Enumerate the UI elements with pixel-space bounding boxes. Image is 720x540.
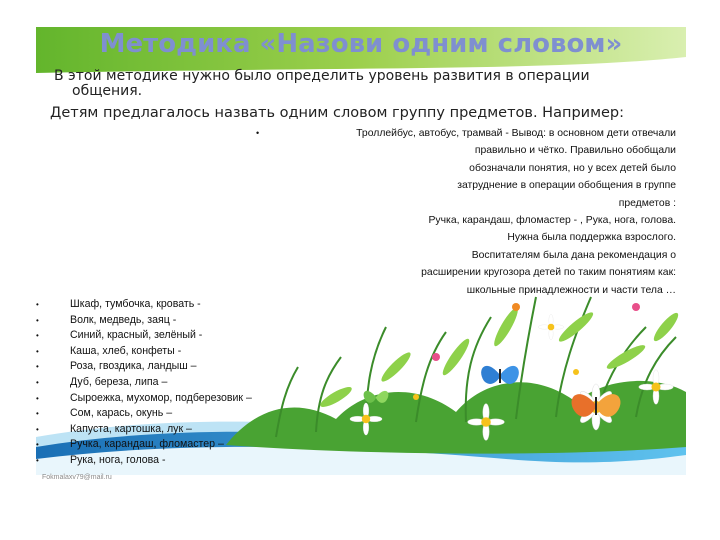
intro-line-3: Детям предлагалось назвать одним словом группу предметов. Например: xyxy=(50,105,625,121)
conclusion-line: Нужна была поддержка взрослого. xyxy=(507,232,676,244)
bullet-dot-icon: • xyxy=(36,377,39,387)
bullet-dot-icon: • xyxy=(36,362,39,372)
slide xyxy=(36,27,686,475)
bullet-dot-icon: • xyxy=(256,128,260,138)
bullet-dot-icon: • xyxy=(36,424,39,434)
bullet-dot-icon: • xyxy=(36,409,39,419)
butterfly-blue xyxy=(481,366,519,384)
conclusion-line: расширении кругозора детей по таким понятиям как: xyxy=(421,267,676,279)
footer-email: Fokmalaxv79@mail.ru xyxy=(42,474,112,481)
conclusion-line: Воспитателям была дана рекомендация о xyxy=(471,249,676,261)
conclusion-line: предметов : xyxy=(618,197,676,209)
list-item: • Волк, медведь, заяц - xyxy=(36,313,336,329)
conclusion-text xyxy=(336,125,676,299)
conclusion-line: Ручка, карандаш, фломастер - , Рука, нога, голова. xyxy=(428,215,676,227)
list-item: • Ручка, карандаш, фломастер – xyxy=(36,437,336,453)
page-title: Методика «Назови одним словом» xyxy=(99,29,623,59)
examples-list xyxy=(36,297,336,469)
butterfly-orange xyxy=(572,394,621,417)
intro-line-1: В этой методике нужно было определить уровень развития в операции xyxy=(54,68,590,84)
list-item: • Синий, красный, зелёный - xyxy=(36,328,336,344)
conclusion-line: правильно и чётко. Правильно обобщали xyxy=(474,145,676,157)
bullet-dot-icon: • xyxy=(36,315,39,325)
bullet-dot-icon: • xyxy=(36,393,39,403)
bullet-dot-icon: • xyxy=(36,346,39,356)
list-item: • Капуста, картошка, лук – xyxy=(36,422,336,438)
bullet-dot-icon: • xyxy=(36,331,39,341)
list-item: • Роза, гвоздика, ландыш – xyxy=(36,359,336,375)
list-item: • Шкаф, тумбочка, кровать - xyxy=(36,297,336,313)
list-item: • Рука, нога, голова - xyxy=(36,453,336,469)
intro-line-2: общения. xyxy=(72,83,143,99)
list-item: • Дуб, береза, липа – xyxy=(36,375,336,391)
conclusion-line: школьные принадлежности и части тела … xyxy=(466,284,676,296)
list-item: • Сыроежка, мухомор, подберезовик – xyxy=(36,391,336,407)
list-item: • Каша, хлеб, конфеты - xyxy=(36,344,336,360)
conclusion-line: затруднение в операции обобщения в группе xyxy=(457,180,676,192)
conclusion-line: обозначали понятия, но у всех детей было xyxy=(469,162,676,174)
bullet-dot-icon: • xyxy=(36,455,39,465)
intro-text xyxy=(54,69,664,99)
bullet-dot-icon: • xyxy=(36,440,39,450)
bullet-dot-icon: • xyxy=(36,300,39,309)
list-item: • Сом, карась, окунь – xyxy=(36,406,336,422)
conclusion-line: Троллейбус, автобус, трамвай - Вывод: в основном дети отвечали xyxy=(356,128,676,139)
